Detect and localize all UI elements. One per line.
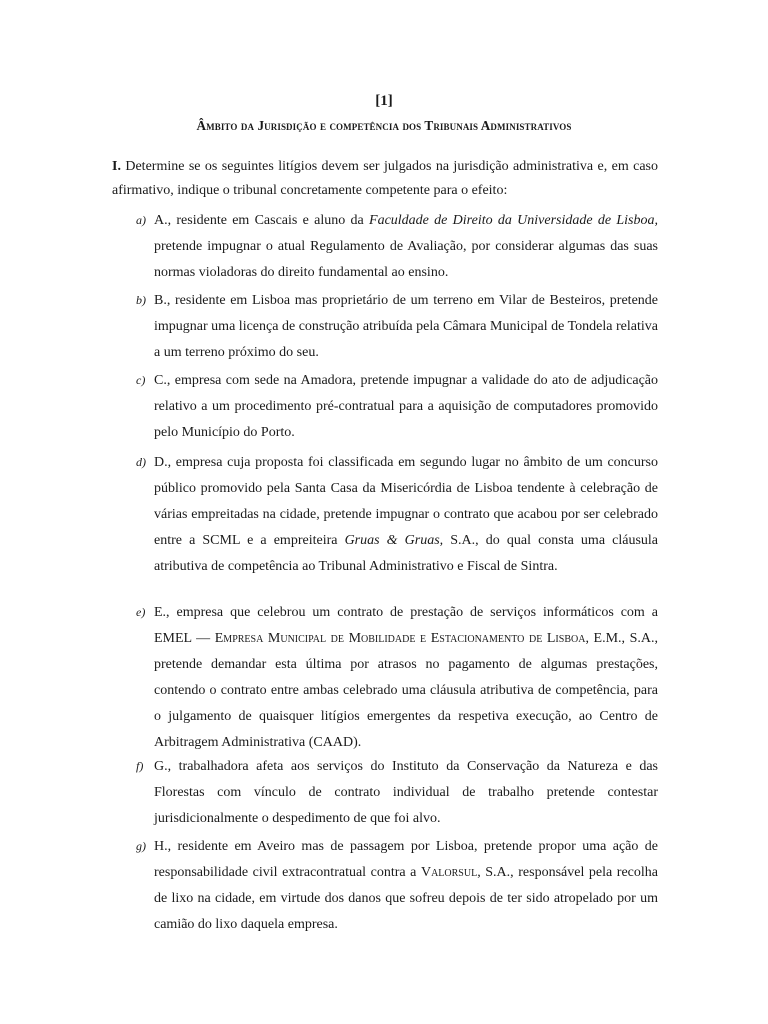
item-text-smallcaps: Valorsul bbox=[420, 865, 478, 880]
item-marker: f) bbox=[136, 759, 144, 773]
item-text bbox=[154, 754, 658, 832]
item-text-italic: Gruas & Gruas, bbox=[344, 533, 444, 548]
item-text-part: B., residente em Lisboa mas proprietário de um terreno em Vilar de Besteiros, pretende impugnar uma licença de construção atribuída pela Câmara Municipal de Tondela relativa a um terreno próximo do seu. bbox=[154, 293, 658, 360]
item-text-part: H., residente em Aveiro mas de passagem por Lisboa, pretende propor uma ação de responsabilidade civil extracontratual contra a bbox=[154, 839, 658, 880]
item-text bbox=[154, 600, 658, 756]
item-text-part: A., residente em Cascais e aluno da bbox=[154, 213, 370, 228]
item-text-part: pretende impugnar o atual Regulamento de Avaliação, por considerar algumas das suas normas violadoras do direito fundamental ao ensino. bbox=[154, 239, 658, 280]
exercise-number: [1] bbox=[375, 93, 393, 109]
item-text bbox=[154, 368, 658, 446]
item-text-smallcaps: Empresa Municipal de Mobilidade e Estacionamento de Lisboa bbox=[214, 631, 586, 646]
item-marker: g) bbox=[136, 839, 146, 853]
section-numeral: I. bbox=[112, 159, 121, 174]
item-text-part: , S.A., responsável pela recolha de lixo na cidade, em virtude dos danos que sofreu depois de ter sido atropelado por um camião do lixo daquela empresa. bbox=[154, 865, 658, 932]
item-text-part: , E.M., S.A., pretende demandar esta última por atrasos no pagamento de algumas prestações, contendo o contrato entre ambas celebrado uma cláusula atributiva de competência, para o julgamento de quaisquer litígios emergentes da respetiva execução, ao Centro de Arbitragem Administrativa (CAAD). bbox=[154, 631, 658, 750]
item-text-part: S.A., do qual consta uma cláusula atributiva de competência ao Tribunal Administrativo e Fiscal de Sintra. bbox=[154, 533, 658, 574]
item-marker: c) bbox=[136, 373, 146, 387]
item-marker: b) bbox=[136, 293, 146, 307]
item-text bbox=[154, 834, 658, 938]
item-marker: d) bbox=[136, 455, 146, 469]
item-text bbox=[154, 208, 658, 286]
item-text-italic: Faculdade de Direito da Universidade de Lisboa, bbox=[369, 213, 658, 228]
item-text-part: D., empresa cuja proposta foi classificada em segundo lugar no âmbito de um concurso público promovido pela Santa Casa da Misericórdia de Lisboa tendente à celebração de várias empreitadas na cidade, pretende impugnar o contrato que acabou por ser celebrado entre a SCML e a empreiteira bbox=[154, 455, 658, 548]
item-text bbox=[154, 288, 658, 366]
exercise-title: Âmbito da Jurisdição e competência dos Tribunais Administrativos bbox=[196, 118, 572, 133]
item-marker: e) bbox=[136, 605, 146, 619]
item-text-part: G., trabalhadora afeta aos serviços do Instituto da Conservação da Natureza e das Florestas com vínculo de contrato individual de trabalho pretende contestar jurisdicionalmente o despedimento de que foi alvo. bbox=[154, 759, 658, 826]
intro-paragraph bbox=[112, 155, 658, 203]
intro-text: Determine se os seguintes litígios devem ser julgados na jurisdição administrativa e, em caso afirmativo, indique o tribunal concretamente competente para o efeito: bbox=[112, 159, 659, 198]
item-text-part: E., empresa que celebrou um contrato de prestação de serviços informáticos com a EMEL — bbox=[154, 605, 658, 646]
item-text bbox=[154, 450, 658, 580]
item-marker: a) bbox=[136, 213, 146, 227]
item-text-part: C., empresa com sede na Amadora, pretende impugnar a validade do ato de adjudicação relativo a um procedimento pré-contratual para a aquisição de computadores promovido pelo Município do Porto. bbox=[154, 373, 658, 440]
